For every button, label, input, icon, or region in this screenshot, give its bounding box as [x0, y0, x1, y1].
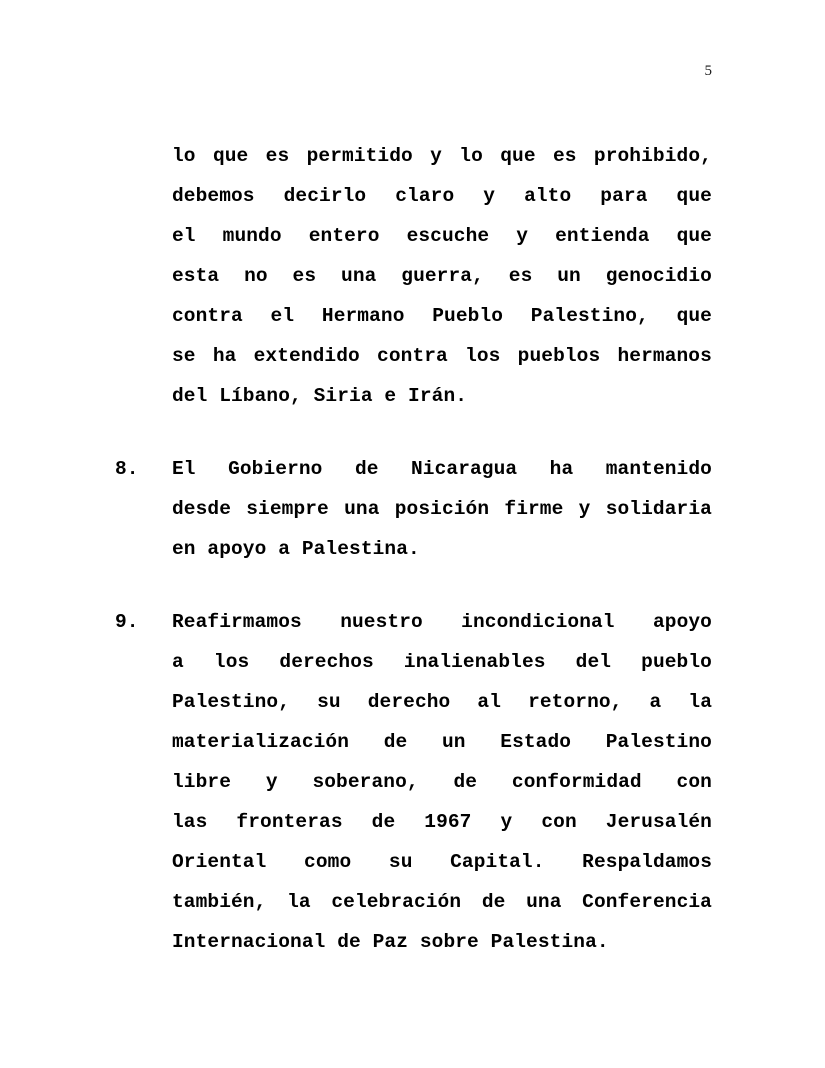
- text-line: en apoyo a Palestina.: [172, 538, 420, 560]
- text-line: desde siempre una posición firme y solidaria: [172, 498, 712, 520]
- text-line: Reafirmamos nuestro incondicional apoyo: [172, 611, 712, 633]
- paragraph-text: [172, 449, 712, 569]
- text-line: del Líbano, Siria e Irán.: [172, 385, 468, 407]
- text-line: las fronteras de 1967 y con Jerusalén: [172, 811, 712, 833]
- paragraph: [115, 136, 712, 416]
- list-marker: 9.: [115, 611, 139, 633]
- paragraph-text: [172, 136, 712, 416]
- numbered-item: [115, 602, 712, 962]
- text-line: esta no es una guerra, es un genocidio: [172, 265, 712, 287]
- document-body: [115, 136, 712, 962]
- text-line: el mundo entero escuche y entienda que: [172, 225, 712, 247]
- text-line: debemos decirlo claro y alto para que: [172, 185, 712, 207]
- text-line: contra el Hermano Pueblo Palestino, que: [172, 305, 712, 327]
- paragraph-text: [172, 602, 712, 962]
- text-line: también, la celebración de una Conferencia: [172, 891, 712, 913]
- text-line: Internacional de Paz sobre Palestina.: [172, 931, 609, 953]
- text-line: a los derechos inalienables del pueblo: [172, 651, 712, 673]
- list-marker: 8.: [115, 458, 139, 480]
- text-line: se ha extendido contra los pueblos hermanos: [172, 345, 712, 367]
- text-line: Palestino, su derecho al retorno, a la: [172, 691, 712, 713]
- text-line: libre y soberano, de conformidad con: [172, 771, 712, 793]
- numbered-item: [115, 449, 712, 569]
- text-line: lo que es permitido y lo que es prohibido,: [172, 145, 712, 167]
- text-line: Oriental como su Capital. Respaldamos: [172, 851, 712, 873]
- page-number: 5: [704, 63, 712, 79]
- text-line: materialización de un Estado Palestino: [172, 731, 712, 753]
- text-line: El Gobierno de Nicaragua ha mantenido: [172, 458, 712, 480]
